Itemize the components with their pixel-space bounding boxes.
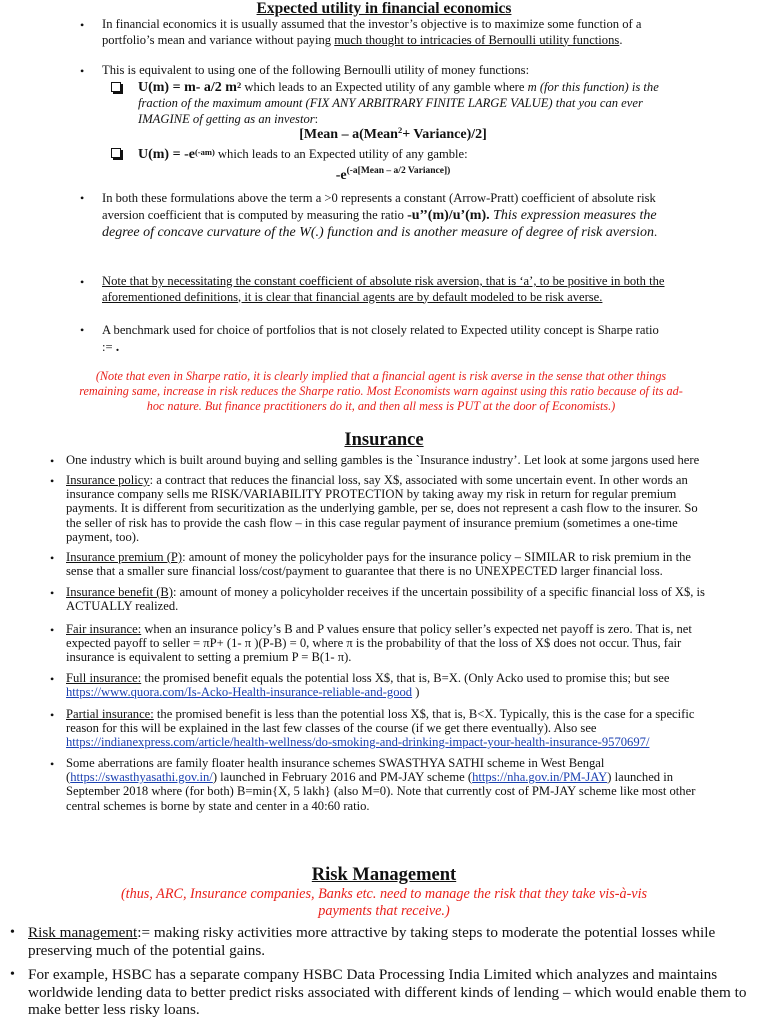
insurance-benefit-item: Insurance benefit (B): amount of money a policyholder receives if the uncertain possibility of a specific financial loss of X$, is ACTUALLY realized.	[66, 585, 705, 614]
insurance-premium-item: Insurance premium (P): amount of money the policyholder pays for the insurance policy – SIMILAR to risk premium in the sense that a smaller sure financial loss/cost/payment to guarantee that there is no UNEXPECTED larger financial loss.	[66, 550, 692, 579]
formula-expected-exponential: $-e^{(-a[Mean - a/2 Variance])}$	[335, 166, 451, 183]
partial-insurance-item: Partial insurance: the promised benefit is less than the potential loss X$, that is, B<X. Typically, this is the case for a specific reason for this will be explained in the last few classes of the course (if we get there eventually). Also see https://indianexpress.com/article/health-wellness/do-smoking-and-drinking-impact-your-health-insurance-9570697/	[66, 707, 695, 750]
paragraph-arrow-pratt: In both these formulations above the term a >0 represents a constant (Arrow-Pratt) coefficient of absolute risk aversion coefficient that is computed by measuring the ratio -u’’(m)/u’(m). This expression measures the degree of concave curvature of the W(.) function and is another measure of degree of risk aversion.	[102, 191, 658, 240]
swasthyasathi-link[interactable]: https://swasthyasathi.gov.in/	[70, 770, 213, 785]
full-insurance-item: Full insurance: the promised benefit equals the potential loss X$, that is, B=X. (Only Acko used to promise this; but see https://www.quora.com/Is-Acko-Health-insurance-reliable-and-good )	[66, 671, 670, 700]
bullet: •	[80, 64, 85, 78]
paragraph-mean-variance: In financial economics it is usually assumed that the investor’s objective is to maximize some function of a portfolio’s mean and variance without paying much thought to intricacies of Bernoulli utility functions.	[102, 17, 642, 47]
bullet: •	[10, 967, 15, 982]
utility-function-quadratic: U(m) = m- a/2 $m^2$ which leads to an Expected utility of any gamble where m (for this function) is the fraction of the maximum amount (FIX ANY ARBITRARY FINITE LARGE VALUE) that you can ever IMAGINE of getting as an investor:	[138, 80, 659, 126]
bullet: •	[50, 672, 55, 686]
bullet: •	[50, 623, 55, 637]
paragraph-bernoulli-functions: This is equivalent to using one of the following Bernoulli utility of money functions:	[102, 63, 530, 77]
bullet: •	[80, 275, 85, 289]
risk-management-definition: Risk management:= making risky activities more attractive by taking steps to moderate the potential losses while preserving much of the potential gains.	[28, 924, 716, 959]
hsbc-example: For example, HSBC has a separate company HSBC Data Processing India Limited which analyzes and maintains worldwide lending data to better predict risks associated with different kinds of lending – which would enable them to make better less risky loans.	[28, 966, 747, 1018]
sharpe-ratio-note: (Note that even in Sharpe ratio, it is clearly implied that a financial agent is risk averse in the sense that other things remaining same, increase in risk reduces the Sharpe ratio. Most Economists warn against using this ratio because of its ad-hoc nature. But finance practitioners do it, and then all mess is PUT at the door of Economists.)	[79, 369, 683, 413]
bullet: •	[50, 551, 55, 565]
formula-mean-variance: [Mean – a(Mean$^2$+ Variance)/2]	[299, 125, 487, 142]
bullet: •	[80, 191, 85, 205]
section-title-risk-management: Risk Management	[311, 865, 457, 885]
insurance-intro: One industry which is built around buying and selling gambles is the `Insurance industry’. Let look at some jargons used here	[66, 453, 700, 467]
risk-subtitle-line2: payments that receive.)	[318, 903, 450, 919]
indianexpress-link[interactable]: https://indianexpress.com/article/health-wellness/do-smoking-and-drinking-impact-your-health-insurance-9570697/	[66, 735, 650, 750]
bullet: •	[80, 323, 85, 337]
square-bullet-icon	[111, 82, 121, 92]
bullet: •	[10, 925, 15, 940]
bullet: •	[50, 757, 55, 771]
bullet: •	[50, 708, 55, 722]
nha-pmjay-link[interactable]: https://nha.gov.in/PM-JAY	[472, 770, 608, 785]
bullet: •	[50, 454, 55, 468]
aberrations-item: Some aberrations are family floater health insurance schemes SWASTHYA SATHI scheme in West Bengal (https://swasthyasathi.gov.in/) launched in February 2016 and PM-JAY scheme (https://nha.gov.in/PM-JAY) launched in September 2018 where (for both) B=min{X, 5 lakh} (also M=0). Note that currently cost of PM-JAY scheme like most other central schemes is borne by state and center in a 40:60 ratio.	[66, 756, 696, 813]
square-bullet-icon	[111, 148, 121, 158]
bullet: •	[50, 474, 55, 488]
section-title-expected-utility: Expected utility in financial economics	[256, 0, 512, 17]
fair-insurance-item: Fair insurance: when an insurance policy’s B and P values ensure that policy seller’s expected net payoff is zero. That is, net expected payoff to seller = πP+ (1- π )(P-B) = 0, where π is the probability of that the loss of X$ does not occur. Thus, fair insurance is equivalent to setting a premium P = B(1- π).	[66, 622, 692, 665]
bernoulli-phrase: much thought to intricacies of Bernoulli utility functions	[334, 32, 620, 47]
utility-function-exponential: $U(m) = -e^{(-am)}$ which leads to an Expected utility of any gamble:	[138, 147, 468, 162]
quora-acko-link[interactable]: https://www.quora.com/Is-Acko-Health-insurance-reliable-and-good	[66, 685, 413, 700]
bullet: •	[50, 586, 55, 600]
paragraph-risk-averse-note: Note that by necessitating the constant coefficient of absolute risk aversion, that is ‘a’, to be positive in both the aforementioned definitions, it is clear that financial agents are by default modeled to be risk averse.	[102, 274, 665, 304]
bullet: •	[80, 18, 85, 32]
section-title-insurance: Insurance	[344, 430, 424, 450]
insurance-policy-item: Insurance policy: a contract that reduces the financial loss, say X$, associated with some uncertain event. In other words an insurance company sells me RISK/VARIABILITY PROTECTION by taking away my risk in return for regular premium payments. It is different from securitization as the underlying gamble, per se, does not represent a cash flow to the insurer. So the seller of risk has to provide the cash flow – in this case regular payment of insurance premium (sometimes a one-time payment, too).	[66, 473, 698, 544]
paragraph-sharpe-ratio: A benchmark used for choice of portfolios that is not closely related to Expected utility concept is Sharpe ratio := .	[102, 323, 659, 355]
risk-subtitle-line1: (thus, ARC, Insurance companies, Banks etc. need to manage the risk that they take vis-à-vis	[120, 886, 648, 902]
